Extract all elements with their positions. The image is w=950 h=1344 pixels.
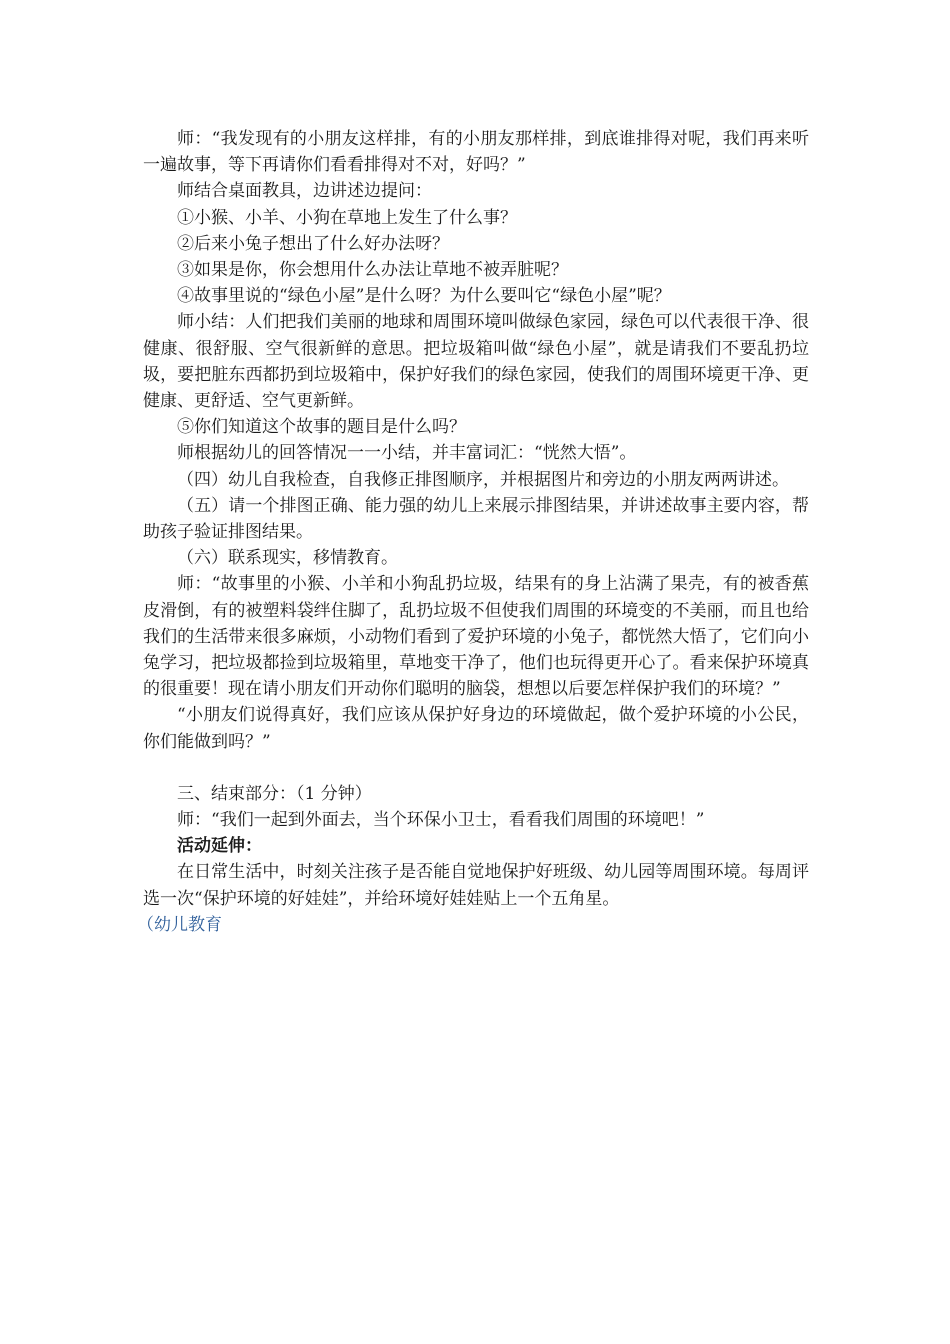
- document-page: [137, 126, 809, 938]
- extension-heading: 活动延伸：: [177, 836, 262, 857]
- paragraph: （四）幼儿自我检查，自我修正排图顺序，并根据图片和旁边的小朋友两两讲述。: [177, 469, 789, 490]
- paragraph: 师：“我发现有的小朋友这样排，有的小朋友那样排，到底谁排得对呢，我们再来听一遍故事，等下再请你们看看排得对不对，好吗？”: [143, 129, 809, 176]
- blank-line: [143, 755, 809, 781]
- paragraph: 师：“我们一起到外面去，当个环保小卫士，看看我们周围的环境吧！”: [177, 810, 705, 831]
- question-item: ①小猴、小羊、小狗在草地上发生了什么事？: [177, 207, 517, 228]
- question-item: ⑤你们知道这个故事的题目是什么吗？: [177, 417, 466, 438]
- question-item: ④故事里说的“绿色小屋”是什么呀？为什么要叫它“绿色小屋”呢？: [177, 286, 671, 307]
- section-heading: 三、结束部分：（1 分钟）: [177, 783, 372, 804]
- paragraph: 师小结：人们把我们美丽的地球和周围环境叫做绿色家园，绿色可以代表很干净、很健康、很舒服、空气很新鲜的意思。把垃圾箱叫做“绿色小屋”，就是请我们不要乱扔垃圾，要把脏东西都扔到垃圾箱中，保护好我们的绿色家园，使我们的周围环境更干净、更健康、更舒适、空气更新鲜。: [143, 312, 809, 412]
- paragraph: 师：“故事里的小猴、小羊和小狗乱扔垃圾，结果有的身上沾满了果壳，有的被香蕉皮滑倒，有的被塑料袋绊住脚了，乱扔垃圾不但使我们周围的环境变的不美丽，而且也给我们的生活带来很多麻烦，小动物们看到了爱护环境的小兔子，都恍然大悟了，它们向小兔学习，把垃圾都捡到垃圾箱里，草地变干净了，他们也玩得更开心了。看来保护环境真的很重要！现在请小朋友们开动你们聪明的脑袋，想想以后要怎样保护我们的环境？”: [143, 574, 809, 700]
- paragraph: 师根据幼儿的回答情况一一小结，并丰富词汇：“恍然大悟”。: [177, 443, 637, 464]
- paragraph: 在日常生活中，时刻关注孩子是否能自觉地保护好班级、幼儿园等周围环境。每周评选一次“保护环境的好娃娃”，并给环境好娃娃贴上一个五角星。: [143, 862, 809, 909]
- source-link-paragraph: [137, 912, 809, 938]
- paragraph: “小朋友们说得真好，我们应该从保护好身边的环境做起，做个爱护环境的小公民，你们能做到吗？”: [143, 705, 809, 752]
- paragraph: （五）请一个排图正确、能力强的幼儿上来展示排图结果，并讲述故事主要内容，帮助孩子验证排图结果。: [143, 495, 809, 543]
- paragraph: （六）联系现实，移情教育。: [177, 548, 398, 569]
- question-item: ②后来小兔子想出了什么好办法呀？: [177, 233, 449, 254]
- source-link[interactable]: （幼儿教育: [137, 914, 222, 935]
- paragraph: 师结合桌面教具，边讲述边提问：: [177, 181, 432, 202]
- question-item: ③如果是你，你会想用什么办法让草地不被弄脏呢？: [177, 260, 568, 281]
